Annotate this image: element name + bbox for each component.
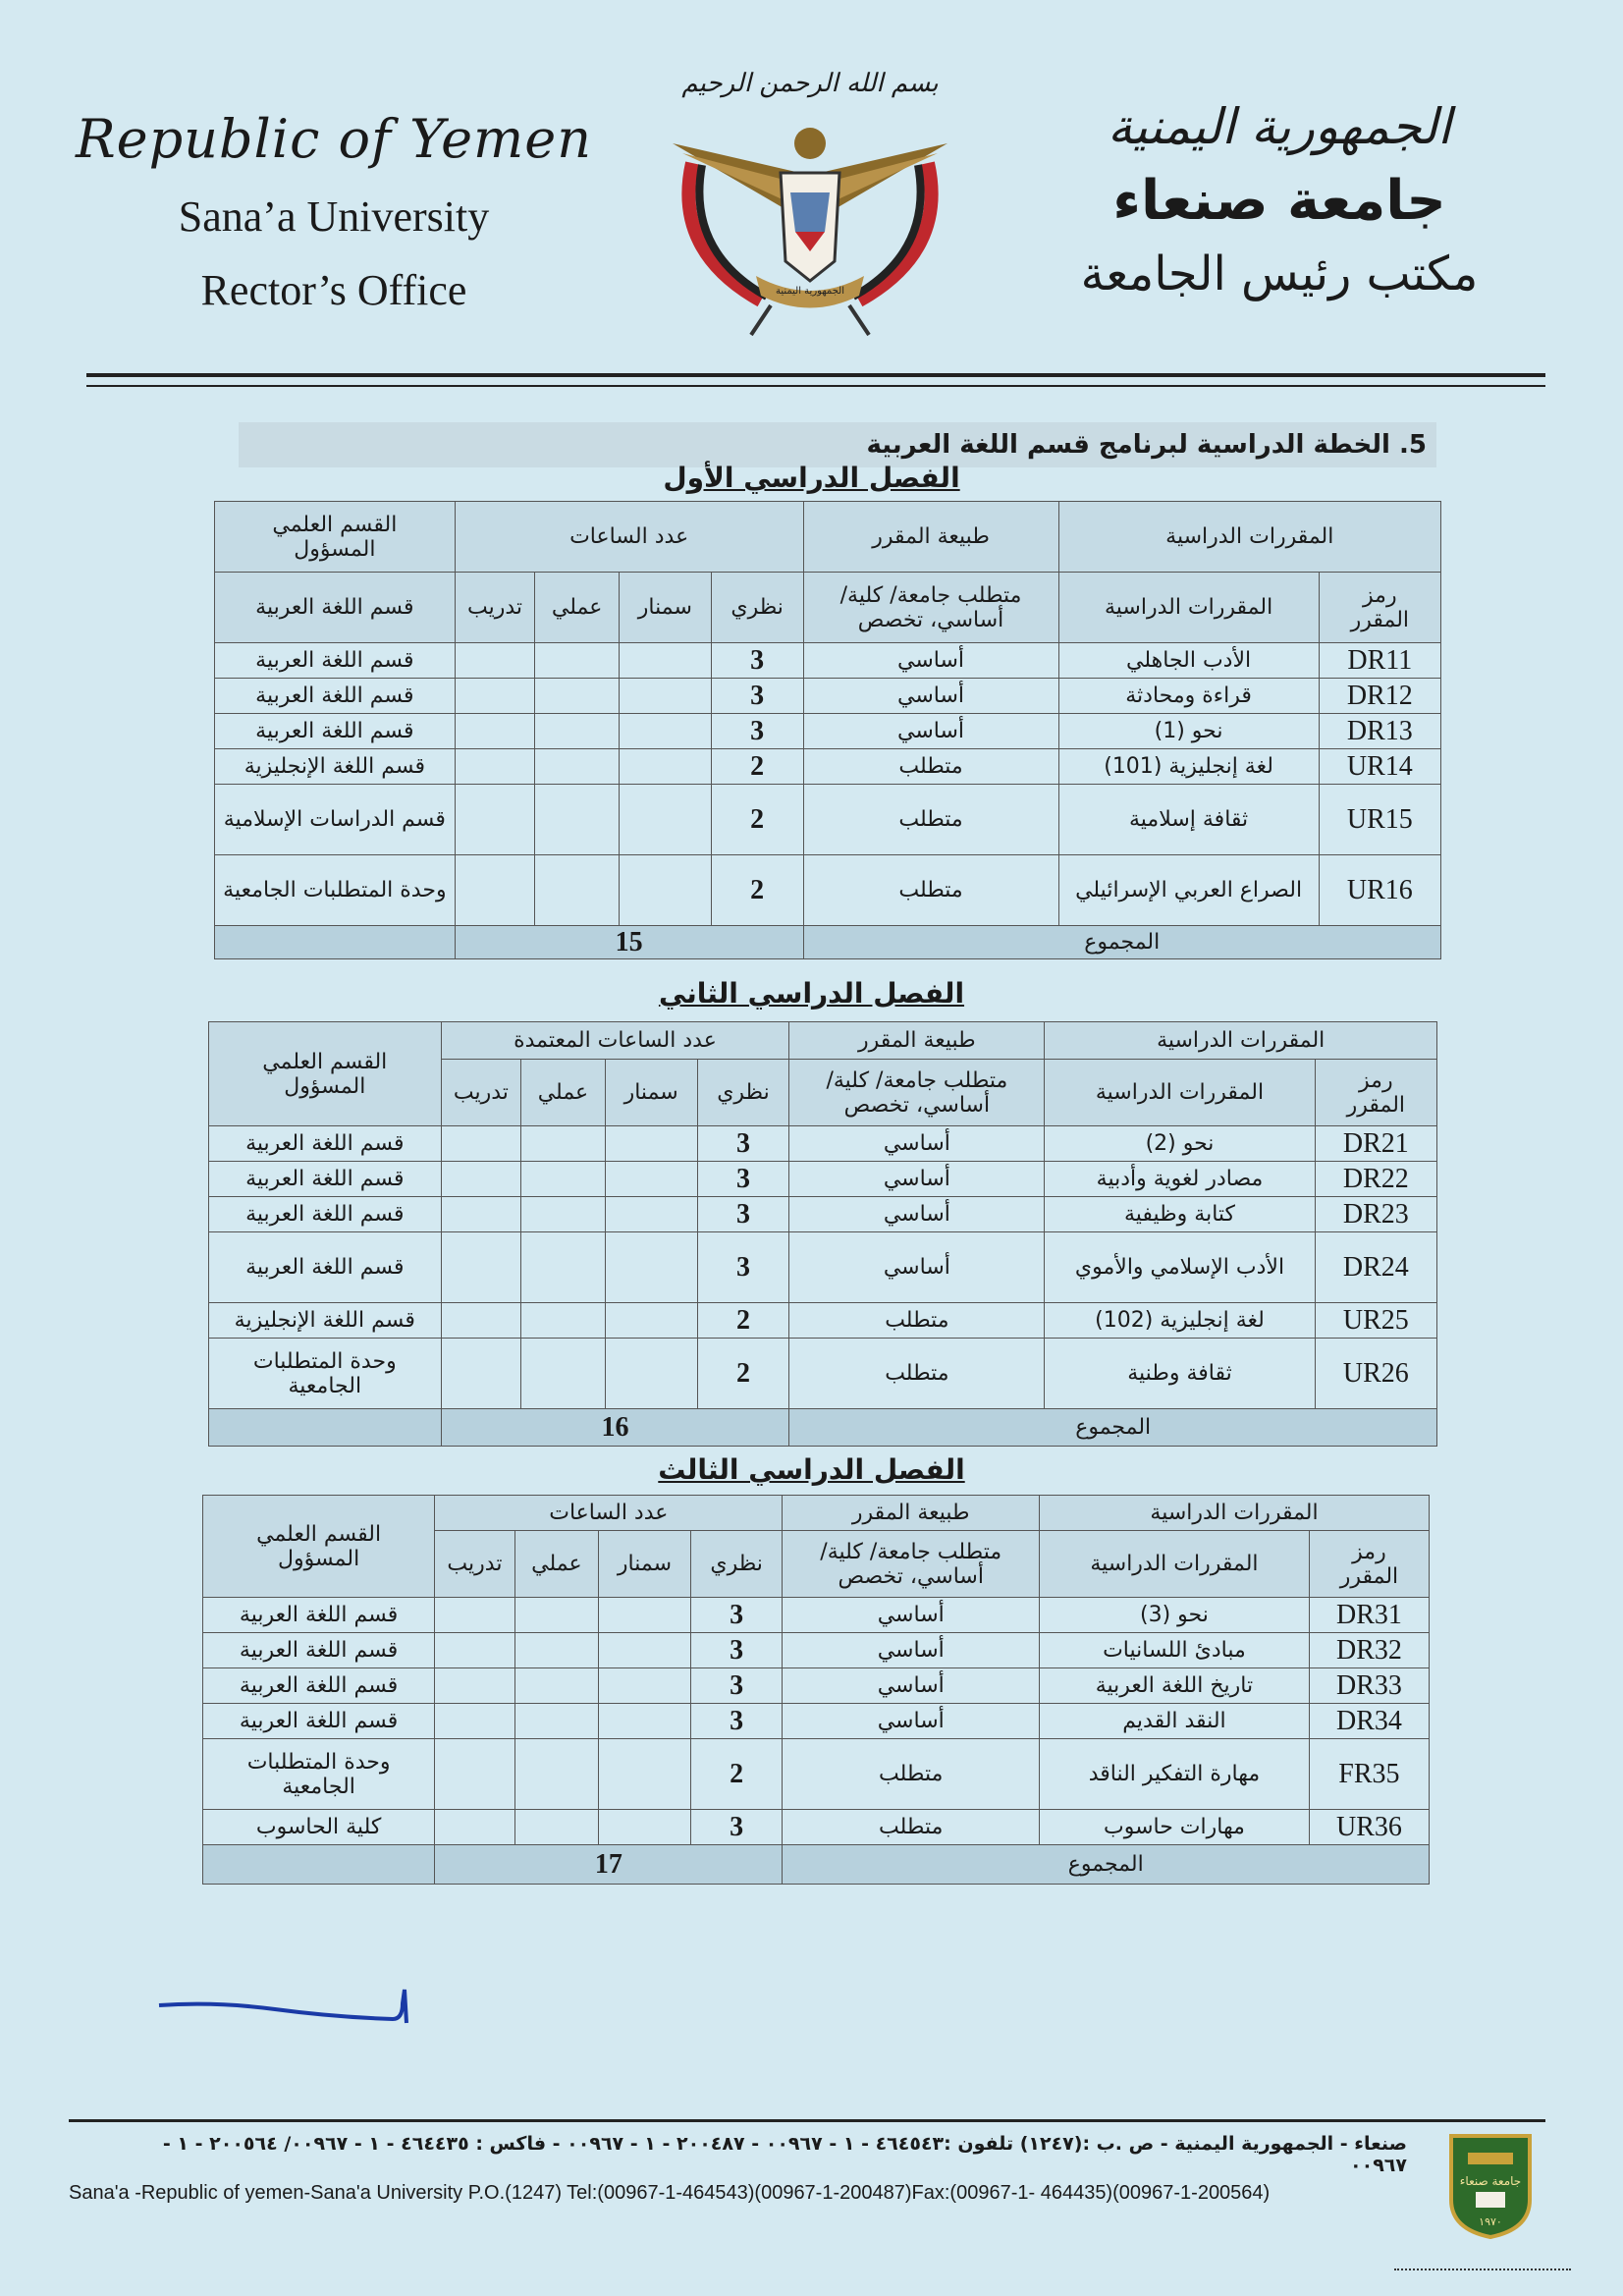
training-cell [435,1668,514,1704]
table-row [215,855,1441,926]
table-row [203,1704,1430,1739]
sub-nature-line1: متطلب جامعة/ كلية/ [826,1067,1008,1093]
university-name-ar: جامعة صنعاء [1112,169,1446,233]
course-code: DR21 [1315,1126,1436,1162]
theory-hours: 3 [690,1810,783,1845]
course-code: UR25 [1315,1303,1436,1339]
header-arabic [1004,98,1554,301]
training-cell [441,1126,521,1162]
table-row [209,1303,1437,1339]
course-nature: أساسي [783,1704,1040,1739]
total-label: المجموع [789,1409,1437,1447]
course-nature: متطلب [789,1303,1045,1339]
header-rule-thick [86,373,1545,377]
course-name: النقد القديم [1040,1704,1310,1739]
section-title: 5. الخطة الدراسية لبرنامج قسم اللغة العربية [239,422,1436,467]
table-row [209,1339,1437,1409]
course-name: نحو (2) [1045,1126,1315,1162]
seminar-cell [599,1704,691,1739]
seminar-cell [605,1339,697,1409]
course-code: UR14 [1319,749,1440,785]
sub-training: تدريب [441,1060,521,1126]
practical-cell [514,1810,599,1845]
course-code: UR15 [1319,785,1440,855]
practical-cell [514,1598,599,1633]
republic-title-ar: الجمهورية اليمنية [1107,98,1452,155]
course-code: UR26 [1315,1339,1436,1409]
course-code: DR11 [1319,643,1440,679]
course-name: ثقافة وطنية [1045,1339,1315,1409]
theory-hours: 2 [697,1303,789,1339]
total-hours: 15 [455,926,803,959]
sub-nature [789,1060,1045,1126]
seminar-cell [619,785,711,855]
practical-cell [521,1232,606,1303]
course-code: DR22 [1315,1162,1436,1197]
training-cell [435,1810,514,1845]
table-row [215,714,1441,749]
sub-theory: نظري [711,573,803,643]
sub-nature-line2: أساسي، تخصص [843,1092,991,1118]
course-dept: كلية الحاسوب [203,1810,435,1845]
head-dept-line1: القسم العلمي [256,1521,382,1547]
head-dept [209,1022,442,1126]
head-courses: المقررات الدراسية [1058,502,1440,573]
head-hours: عدد الساعات المعتمدة [441,1022,789,1060]
course-dept: قسم اللغة العربية [203,1633,435,1668]
theory-hours: 3 [690,1704,783,1739]
seminar-cell [599,1633,691,1668]
training-cell [441,1162,521,1197]
sub-code [1319,573,1440,643]
head-courses: المقررات الدراسية [1045,1022,1437,1060]
university-logo-icon [1446,2131,1535,2239]
seminar-cell [599,1668,691,1704]
total-row [209,1409,1437,1447]
training-cell [435,1739,514,1810]
seminar-cell [605,1303,697,1339]
table-row [209,1162,1437,1197]
sub-seminar: سمنار [599,1531,691,1598]
course-dept: قسم اللغة العربية [203,1598,435,1633]
footer-address-ar: صنعاء - الجمهورية اليمنية - ص .ب :(١٢٤٧) تلفون :٤٦٤٥٤٣ - ١ - ٠٠٩٦٧ - ٢٠٠٤٨٧ - ١ - ٠٠٩٦٧ - فاكس : ٤٦٤٤٣٥ - ١ - ٠٠٩٦٧/ ٢٠٠٥٦٤ - ١ - ٠٠٩٦٧ [162,2133,1407,2176]
course-dept: قسم اللغة العربية [215,679,456,714]
course-nature: أساسي [789,1232,1045,1303]
head-dept-line1: القسم العلمي [272,512,398,537]
total-blank [215,926,456,959]
course-nature: متطلب [803,855,1058,926]
table-row [203,1810,1430,1845]
course-name: لغة إنجليزية (101) [1058,749,1319,785]
course-dept: قسم اللغة الإنجليزية [209,1303,442,1339]
course-nature: أساسي [783,1668,1040,1704]
practical-cell [521,1303,606,1339]
course-dept: وحدة المتطلبات الجامعية [209,1339,442,1409]
head-courses: المقررات الدراسية [1040,1496,1430,1531]
seminar-cell [619,714,711,749]
course-name: الصراع العربي الإسرائيلي [1058,855,1319,926]
course-code: DR23 [1315,1197,1436,1232]
eagle-emblem-icon [653,104,967,340]
course-name: نحو (1) [1058,714,1319,749]
training-cell [435,1598,514,1633]
course-name: الأدب الجاهلي [1058,643,1319,679]
training-cell [441,1339,521,1409]
course-dept: قسم الدراسات الإسلامية [215,785,456,855]
seminar-cell [605,1232,697,1303]
theory-hours: 3 [697,1232,789,1303]
training-cell [441,1232,521,1303]
course-dept: قسم اللغة العربية [209,1197,442,1232]
semester-1-title: الفصل الدراسي الأول [663,462,960,494]
training-cell [455,679,535,714]
sub-code-line2: المقرر [1346,1092,1406,1118]
table-row [203,1598,1430,1633]
course-nature: متطلب [803,749,1058,785]
total-label: المجموع [803,926,1440,959]
practical-cell [521,1126,606,1162]
yemen-emblem [628,69,992,363]
sub-practical: عملي [535,573,620,643]
office-name-ar: مكتب رئيس الجامعة [1080,246,1479,301]
course-name: مصادر لغوية وأدبية [1045,1162,1315,1197]
course-dept: وحدة المتطلبات الجامعية [215,855,456,926]
university-name-en: Sana’a University [178,192,490,241]
sub-code-line1: رمز [1352,1539,1386,1564]
head-nature: طبيعة المقرر [789,1022,1045,1060]
seminar-cell [619,749,711,785]
logo-year: ١٩٧٠ [1479,2215,1502,2228]
sub-name: المقررات الدراسية [1040,1531,1310,1598]
sub-training: تدريب [435,1531,514,1598]
course-dept: قسم اللغة العربية [215,643,456,679]
course-dept: قسم اللغة العربية [209,1162,442,1197]
theory-hours: 2 [697,1339,789,1409]
theory-hours: 2 [711,855,803,926]
course-nature: أساسي [783,1598,1040,1633]
seminar-cell [619,679,711,714]
seminar-cell [599,1739,691,1810]
seminar-cell [605,1162,697,1197]
theory-hours: 3 [697,1126,789,1162]
head-dept [215,502,456,573]
semester-2-title: الفصل الدراسي الثاني [658,977,965,1010]
table-row [209,1126,1437,1162]
course-name: قراءة ومحادثة [1058,679,1319,714]
theory-hours: 2 [711,749,803,785]
head-dept [203,1496,435,1598]
course-nature: أساسي [789,1162,1045,1197]
total-label: المجموع [783,1845,1430,1885]
table-row [209,1197,1437,1232]
seminar-cell [605,1126,697,1162]
course-nature: أساسي [803,643,1058,679]
table-row [203,1739,1430,1810]
practical-cell [521,1162,606,1197]
office-name-en: Rector’s Office [200,266,467,314]
training-cell [455,855,535,926]
practical-cell [535,643,620,679]
seminar-cell [605,1197,697,1232]
sub-code-line2: المقرر [1339,1563,1399,1589]
table-row [215,785,1441,855]
header-rule-thin [86,385,1545,387]
footer-address-en: Sana'a -Republic of yemen-Sana'a University P.O.(1247) Tel:(00967-1-464543)(00967-1-200487)Fax:(00967-1- 464435)(00967-1-200564) [69,2182,1271,2204]
sub-theory: نظري [697,1060,789,1126]
training-cell [455,643,535,679]
course-code: DR31 [1309,1598,1429,1633]
practical-cell [514,1668,599,1704]
course-dept: قسم اللغة العربية [209,1232,442,1303]
course-name: مهارة التفكير الناقد [1040,1739,1310,1810]
sub-code [1315,1060,1436,1126]
sub-code-line1: رمز [1359,1067,1393,1093]
signature-mark [157,1984,412,2043]
practical-cell [514,1633,599,1668]
course-dept: وحدة المتطلبات الجامعية [203,1739,435,1810]
course-nature: أساسي [803,679,1058,714]
theory-hours: 3 [697,1197,789,1232]
seminar-cell [599,1810,691,1845]
sub-code [1309,1531,1429,1598]
footer-rule [69,2119,1545,2122]
sub-code-line1: رمز [1363,582,1397,608]
sub-nature [783,1531,1040,1598]
practical-cell [521,1339,606,1409]
total-row [203,1845,1430,1885]
training-cell [435,1704,514,1739]
head-nature: طبيعة المقرر [803,502,1058,573]
logo-text: جامعة صنعاء [1459,2174,1522,2188]
course-nature: أساسي [783,1633,1040,1668]
course-nature: أساسي [803,714,1058,749]
course-dept: قسم اللغة العربية [203,1668,435,1704]
practical-cell [514,1739,599,1810]
table-row [203,1668,1430,1704]
sub-practical: عملي [514,1531,599,1598]
course-nature: متطلب [783,1739,1040,1810]
course-nature: متطلب [789,1339,1045,1409]
sub-name: المقررات الدراسية [1045,1060,1315,1126]
practical-cell [535,679,620,714]
theory-hours: 3 [711,679,803,714]
basmala: بسم الله الرحمن الرحيم [681,69,939,98]
sub-seminar: سمنار [619,573,711,643]
head-dept-line2: المسؤول [278,1546,360,1571]
course-code: DR32 [1309,1633,1429,1668]
theory-hours: 3 [690,1633,783,1668]
course-nature: متطلب [783,1810,1040,1845]
header-english [69,108,599,339]
seminar-cell [599,1598,691,1633]
training-cell [441,1303,521,1339]
total-hours: 16 [441,1409,789,1447]
training-cell [455,785,535,855]
course-name: لغة إنجليزية (102) [1045,1303,1315,1339]
republic-title-en: Republic of Yemen [76,108,592,170]
course-code: DR24 [1315,1232,1436,1303]
theory-hours: 3 [711,714,803,749]
footer-dotted-rule [1394,2269,1571,2270]
practical-cell [514,1704,599,1739]
course-name: نحو (3) [1040,1598,1310,1633]
seminar-cell [619,643,711,679]
practical-cell [535,855,620,926]
total-row [215,926,1441,959]
course-code: DR33 [1309,1668,1429,1704]
training-cell [455,714,535,749]
theory-hours: 3 [697,1162,789,1197]
course-code: UR36 [1309,1810,1429,1845]
course-nature: أساسي [789,1197,1045,1232]
head-hours: عدد الساعات [455,502,803,573]
table-row [203,1633,1430,1668]
table-row [215,643,1441,679]
theory-hours: 2 [690,1739,783,1810]
total-blank [209,1409,442,1447]
sub-code-line2: المقرر [1350,607,1410,632]
head-hours: عدد الساعات [435,1496,783,1531]
sub-practical: عملي [521,1060,606,1126]
sub-name: المقررات الدراسية [1058,573,1319,643]
course-dept: قسم اللغة الإنجليزية [215,749,456,785]
course-name: مبادئ اللسانيات [1040,1633,1310,1668]
theory-hours: 3 [690,1598,783,1633]
training-cell [441,1197,521,1232]
semester-1-table [214,501,1441,959]
sub-theory: نظري [690,1531,783,1598]
course-name: مهارات حاسوب [1040,1810,1310,1845]
sub-seminar: سمنار [605,1060,697,1126]
course-nature: متطلب [803,785,1058,855]
emblem-ribbon-text: الجمهورية اليمنية [775,286,845,297]
course-name: الأدب الإسلامي والأموي [1045,1232,1315,1303]
course-code: DR12 [1319,679,1440,714]
table-row [209,1232,1437,1303]
semester-2-table [208,1021,1437,1447]
course-dept: قسم اللغة العربية [203,1704,435,1739]
table-row [215,749,1441,785]
table-row [215,679,1441,714]
sub-nature [803,573,1058,643]
sub-nature-line1: متطلب جامعة/ كلية/ [820,1539,1002,1564]
course-code: DR34 [1309,1704,1429,1739]
course-dept: قسم اللغة العربية [215,714,456,749]
theory-hours: 3 [690,1668,783,1704]
total-hours: 17 [435,1845,783,1885]
sub-nature-line2: أساسي، تخصص [838,1563,984,1589]
sub-training: تدريب [455,573,535,643]
practical-cell [535,714,620,749]
seminar-cell [619,855,711,926]
practical-cell [535,749,620,785]
course-name: كتابة وظيفية [1045,1197,1315,1232]
training-cell [435,1633,514,1668]
training-cell [455,749,535,785]
course-name: تاريخ اللغة العربية [1040,1668,1310,1704]
course-name: ثقافة إسلامية [1058,785,1319,855]
course-code: DR13 [1319,714,1440,749]
sub-dept: قسم اللغة العربية [215,573,456,643]
sub-nature-line2: أساسي، تخصص [857,607,1004,632]
theory-hours: 3 [711,643,803,679]
course-code: FR35 [1309,1739,1429,1810]
course-dept: قسم اللغة العربية [209,1126,442,1162]
practical-cell [535,785,620,855]
theory-hours: 2 [711,785,803,855]
total-blank [203,1845,435,1885]
head-dept-line2: المسؤول [284,1073,366,1099]
head-nature: طبيعة المقرر [783,1496,1040,1531]
practical-cell [521,1197,606,1232]
head-dept-line1: القسم العلمي [262,1049,388,1074]
course-code: UR16 [1319,855,1440,926]
head-dept-line2: المسؤول [294,536,376,562]
sub-nature-line1: متطلب جامعة/ كلية/ [839,582,1022,608]
course-nature: أساسي [789,1126,1045,1162]
semester-3-table [202,1495,1430,1885]
semester-3-title: الفصل الدراسي الثالث [658,1453,965,1486]
